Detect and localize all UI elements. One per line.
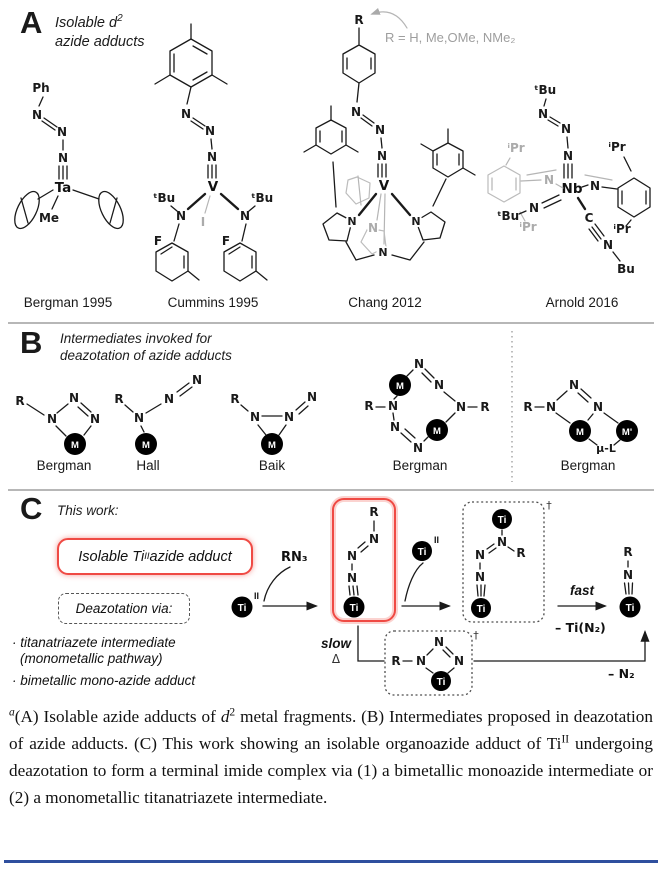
atom-label-n: N xyxy=(455,400,467,414)
ti-ball-label: Ti xyxy=(625,603,635,614)
caption-footnote-marker: a xyxy=(9,706,15,719)
atom-label-n: N xyxy=(602,238,614,252)
minus-tin2-label: – Ti(N₂) xyxy=(555,620,606,635)
metal-ball-label: M xyxy=(268,440,276,451)
atom-label-n: N xyxy=(528,201,540,215)
atom-label-n: N xyxy=(560,122,572,136)
atom-label-n: N xyxy=(89,412,101,426)
atom-label-n: N xyxy=(411,215,421,228)
bottom-rule xyxy=(4,860,658,863)
redbox-text2: azide adduct xyxy=(149,548,232,565)
pathway-bullet-list xyxy=(12,635,242,689)
panel-b-title-line2: deazotation of azide adducts xyxy=(60,348,232,363)
atom-label-n: N xyxy=(413,357,425,371)
ti-ball-label: Ti xyxy=(237,603,247,614)
atom-label-n: N xyxy=(175,209,187,223)
structure-cummins-1995 xyxy=(153,24,273,310)
panel-a-title-line2: azide adducts xyxy=(55,33,145,50)
atom-label-n: N xyxy=(415,654,427,668)
caption-d-sup: 2 xyxy=(229,706,236,719)
structure-label: Cummins 1995 xyxy=(167,295,259,310)
atom-label-r: R xyxy=(15,394,25,408)
panel-a-title-sup: 2 xyxy=(117,13,123,24)
structure-arnold-2016 xyxy=(488,83,650,310)
atom-label-tbu: ᵗBu xyxy=(496,209,520,223)
atom-label-n: N xyxy=(191,373,203,387)
ti-oxidation-state: II xyxy=(434,535,440,545)
atom-label-n: N xyxy=(453,654,465,668)
atom-label-n: N xyxy=(163,392,175,406)
minus-n2-label: – N₂ xyxy=(608,666,635,681)
atom-label-n: N xyxy=(537,107,549,121)
atom-label-n: N xyxy=(133,411,145,425)
atom-label-v: V xyxy=(378,178,390,194)
bridging-ligand-label: μ-L xyxy=(596,442,616,455)
atom-label-n-gray: N xyxy=(543,173,555,187)
r-substituent-arrow xyxy=(372,12,407,28)
slow-label: slow xyxy=(320,636,352,651)
atom-label-ipr: ⁱPr xyxy=(608,140,626,154)
atom-label-n: N xyxy=(374,123,386,137)
atom-label-ph: Ph xyxy=(32,81,50,95)
atom-label-n: N xyxy=(389,420,401,434)
atom-label-n: N xyxy=(306,390,318,404)
caption-text2: metal fragments. (B) Intermediates proposed in deazotation of azide adducts. (C) This work showing an isolable organoazide adduct of Ti xyxy=(9,707,653,753)
atom-label-tbu: ᵗBu xyxy=(152,191,176,205)
atom-label-r: R xyxy=(480,400,490,414)
atom-label-n: N xyxy=(545,400,557,414)
atom-label-n: N xyxy=(368,532,380,546)
atom-label-n: N xyxy=(568,378,580,392)
caption-ti-sup: II xyxy=(561,733,570,746)
reaction-scheme xyxy=(232,499,646,695)
redbox-sup: II xyxy=(144,551,150,562)
redbox-text: Isolable Ti xyxy=(78,548,145,565)
atom-label-n: N xyxy=(249,410,261,424)
metal-ball-label: M xyxy=(433,426,441,437)
atom-label-v: V xyxy=(207,179,219,195)
panel-c-letter: C xyxy=(20,491,43,526)
atom-label-n: N xyxy=(180,107,192,121)
structure-chang-2012 xyxy=(304,12,515,310)
atom-label-c: C xyxy=(584,211,594,225)
structure-b-bergman-triazete xyxy=(15,391,100,473)
caption-text: (A) Isolable azide adducts of xyxy=(14,707,221,726)
slow-path-line xyxy=(358,626,384,661)
curved-arrow-rn3 xyxy=(264,567,290,601)
metal-ball-label: M xyxy=(396,381,404,392)
r-substituents-note: R = H, Me,OMe, NMe₂ xyxy=(385,30,516,45)
atom-label-n-gray: N xyxy=(367,221,379,235)
atom-label-me: Me xyxy=(38,211,60,225)
atom-label-ta: Ta xyxy=(54,180,72,196)
structure-label: Hall xyxy=(136,458,160,473)
atom-label-n: N xyxy=(57,151,69,165)
atom-label-n: N xyxy=(204,124,216,138)
structure-b-bergman-bimetallic xyxy=(523,378,638,473)
delta-symbol: Δ xyxy=(331,652,341,666)
panel-b-title xyxy=(60,330,232,364)
atom-label-r: R xyxy=(623,545,633,559)
dashbox-text: Deazotation via: xyxy=(75,601,173,616)
rn3-label: RN₃ xyxy=(281,550,308,565)
atom-label-n: N xyxy=(378,246,388,259)
atom-label-n: N xyxy=(592,400,604,414)
atom-label-n: N xyxy=(412,441,424,455)
atom-label-n: N xyxy=(474,548,486,562)
bullet-bimetallic: · bimetallic mono-azide adduct xyxy=(12,673,196,688)
structure-label: Chang 2012 xyxy=(348,295,422,310)
panel-a-letter: A xyxy=(20,5,43,40)
ti-ball-label: Ti xyxy=(349,603,359,614)
dagger-symbol: † xyxy=(546,499,552,512)
atom-label-n: N xyxy=(206,150,218,164)
atom-label-r: R xyxy=(523,400,533,414)
atom-label-ipr: ⁱPr xyxy=(613,222,631,236)
red-box-azide-adduct xyxy=(333,499,395,621)
atom-label-r: R xyxy=(391,654,401,668)
dagger-symbol: † xyxy=(473,629,479,642)
metal-ball-label: M xyxy=(142,440,150,451)
atom-label-ipr-gray: ⁱPr xyxy=(507,141,525,155)
atom-label-tbu: ᵗBu xyxy=(250,191,274,205)
atom-label-tbu: ᵗBu xyxy=(533,83,557,97)
atom-label-n: N xyxy=(283,410,295,424)
caption-d: d xyxy=(220,707,230,726)
ti-ball-label: Ti xyxy=(476,604,486,615)
atom-label-r: R xyxy=(230,392,240,406)
ti-ball-label: Ti xyxy=(436,677,446,688)
panel-c-title: This work: xyxy=(57,503,119,518)
atom-label-n: N xyxy=(622,568,634,582)
structure-label: Bergman xyxy=(560,458,616,473)
atom-label-r: R xyxy=(516,546,526,560)
structure-label: Baik xyxy=(258,458,286,473)
atom-label-nb: Nb xyxy=(561,181,583,197)
red-box-glow xyxy=(333,499,395,621)
ti-oxidation-state: II xyxy=(254,591,260,601)
atom-label-n: N xyxy=(387,399,399,413)
atom-label-bu: Bu xyxy=(617,262,635,276)
ti-ball-label: Ti xyxy=(417,547,427,558)
metal-ball-label: M xyxy=(71,440,79,451)
structure-label: Bergman xyxy=(36,458,92,473)
atom-label-n: N xyxy=(239,209,251,223)
atom-label-f: F xyxy=(221,234,231,248)
atom-label-n: N xyxy=(496,535,508,549)
atom-label-ipr-gray: ⁱPr xyxy=(519,220,537,234)
atom-label-r: R xyxy=(364,399,374,413)
atom-label-n: N xyxy=(433,378,445,392)
atom-label-r: R xyxy=(114,392,124,406)
curved-arrow-ti xyxy=(405,563,423,601)
panel-a-title xyxy=(55,9,144,52)
structure-label: Bergman 1995 xyxy=(23,295,113,310)
atom-label-r: R xyxy=(354,13,364,27)
bullet-monometallic: (monometallic pathway) xyxy=(20,651,163,666)
highlight-box-isolable-adduct xyxy=(57,538,253,575)
metal-ball-label: M' xyxy=(621,427,633,438)
atom-label-n: N xyxy=(56,125,68,139)
bullet-titanatriazete: · titanatriazete intermediate xyxy=(12,635,176,650)
dashed-label-box-deazotation xyxy=(58,593,190,624)
atom-label-n: N xyxy=(433,635,445,649)
caption-text3: undergoing deazotation to form a terminal imide complex via (1) a bimetallic monoazide intermediate or (2) a monometallic titanatriazete intermediate. xyxy=(9,734,653,807)
atom-label-n: N xyxy=(46,412,58,426)
atom-label-iodide: I xyxy=(200,215,206,229)
atom-label-r: R xyxy=(369,505,379,519)
panel-a-title-text: Isolable d xyxy=(55,14,118,31)
figure-caption xyxy=(9,703,653,811)
structure-b-hall xyxy=(114,373,202,473)
panel-b-letter: B xyxy=(20,325,43,360)
atom-label-n: N xyxy=(346,549,358,563)
structure-b-baik xyxy=(230,390,317,473)
fast-label: fast xyxy=(569,583,595,598)
structure-bergman-1995 xyxy=(10,81,129,310)
atom-label-f: F xyxy=(153,234,163,248)
structure-b-bergman-dimer xyxy=(364,357,489,473)
structure-label: Bergman xyxy=(392,458,448,473)
atom-label-n: N xyxy=(376,149,388,163)
metal-ball-label: M xyxy=(576,427,584,438)
panel-b-title-line1: Intermediates invoked for xyxy=(60,331,212,346)
atom-label-n: N xyxy=(347,215,357,228)
atom-label-n: N xyxy=(68,391,80,405)
arrow-n2-loss xyxy=(474,632,645,661)
structure-label: Arnold 2016 xyxy=(545,295,619,310)
atom-label-n: N xyxy=(31,108,43,122)
atom-label-n: N xyxy=(562,149,574,163)
atom-label-n: N xyxy=(346,571,358,585)
atom-label-n: N xyxy=(350,105,362,119)
atom-label-n: N xyxy=(474,570,486,584)
atom-label-n: N xyxy=(589,179,601,193)
ti-ball-label: Ti xyxy=(497,515,507,526)
